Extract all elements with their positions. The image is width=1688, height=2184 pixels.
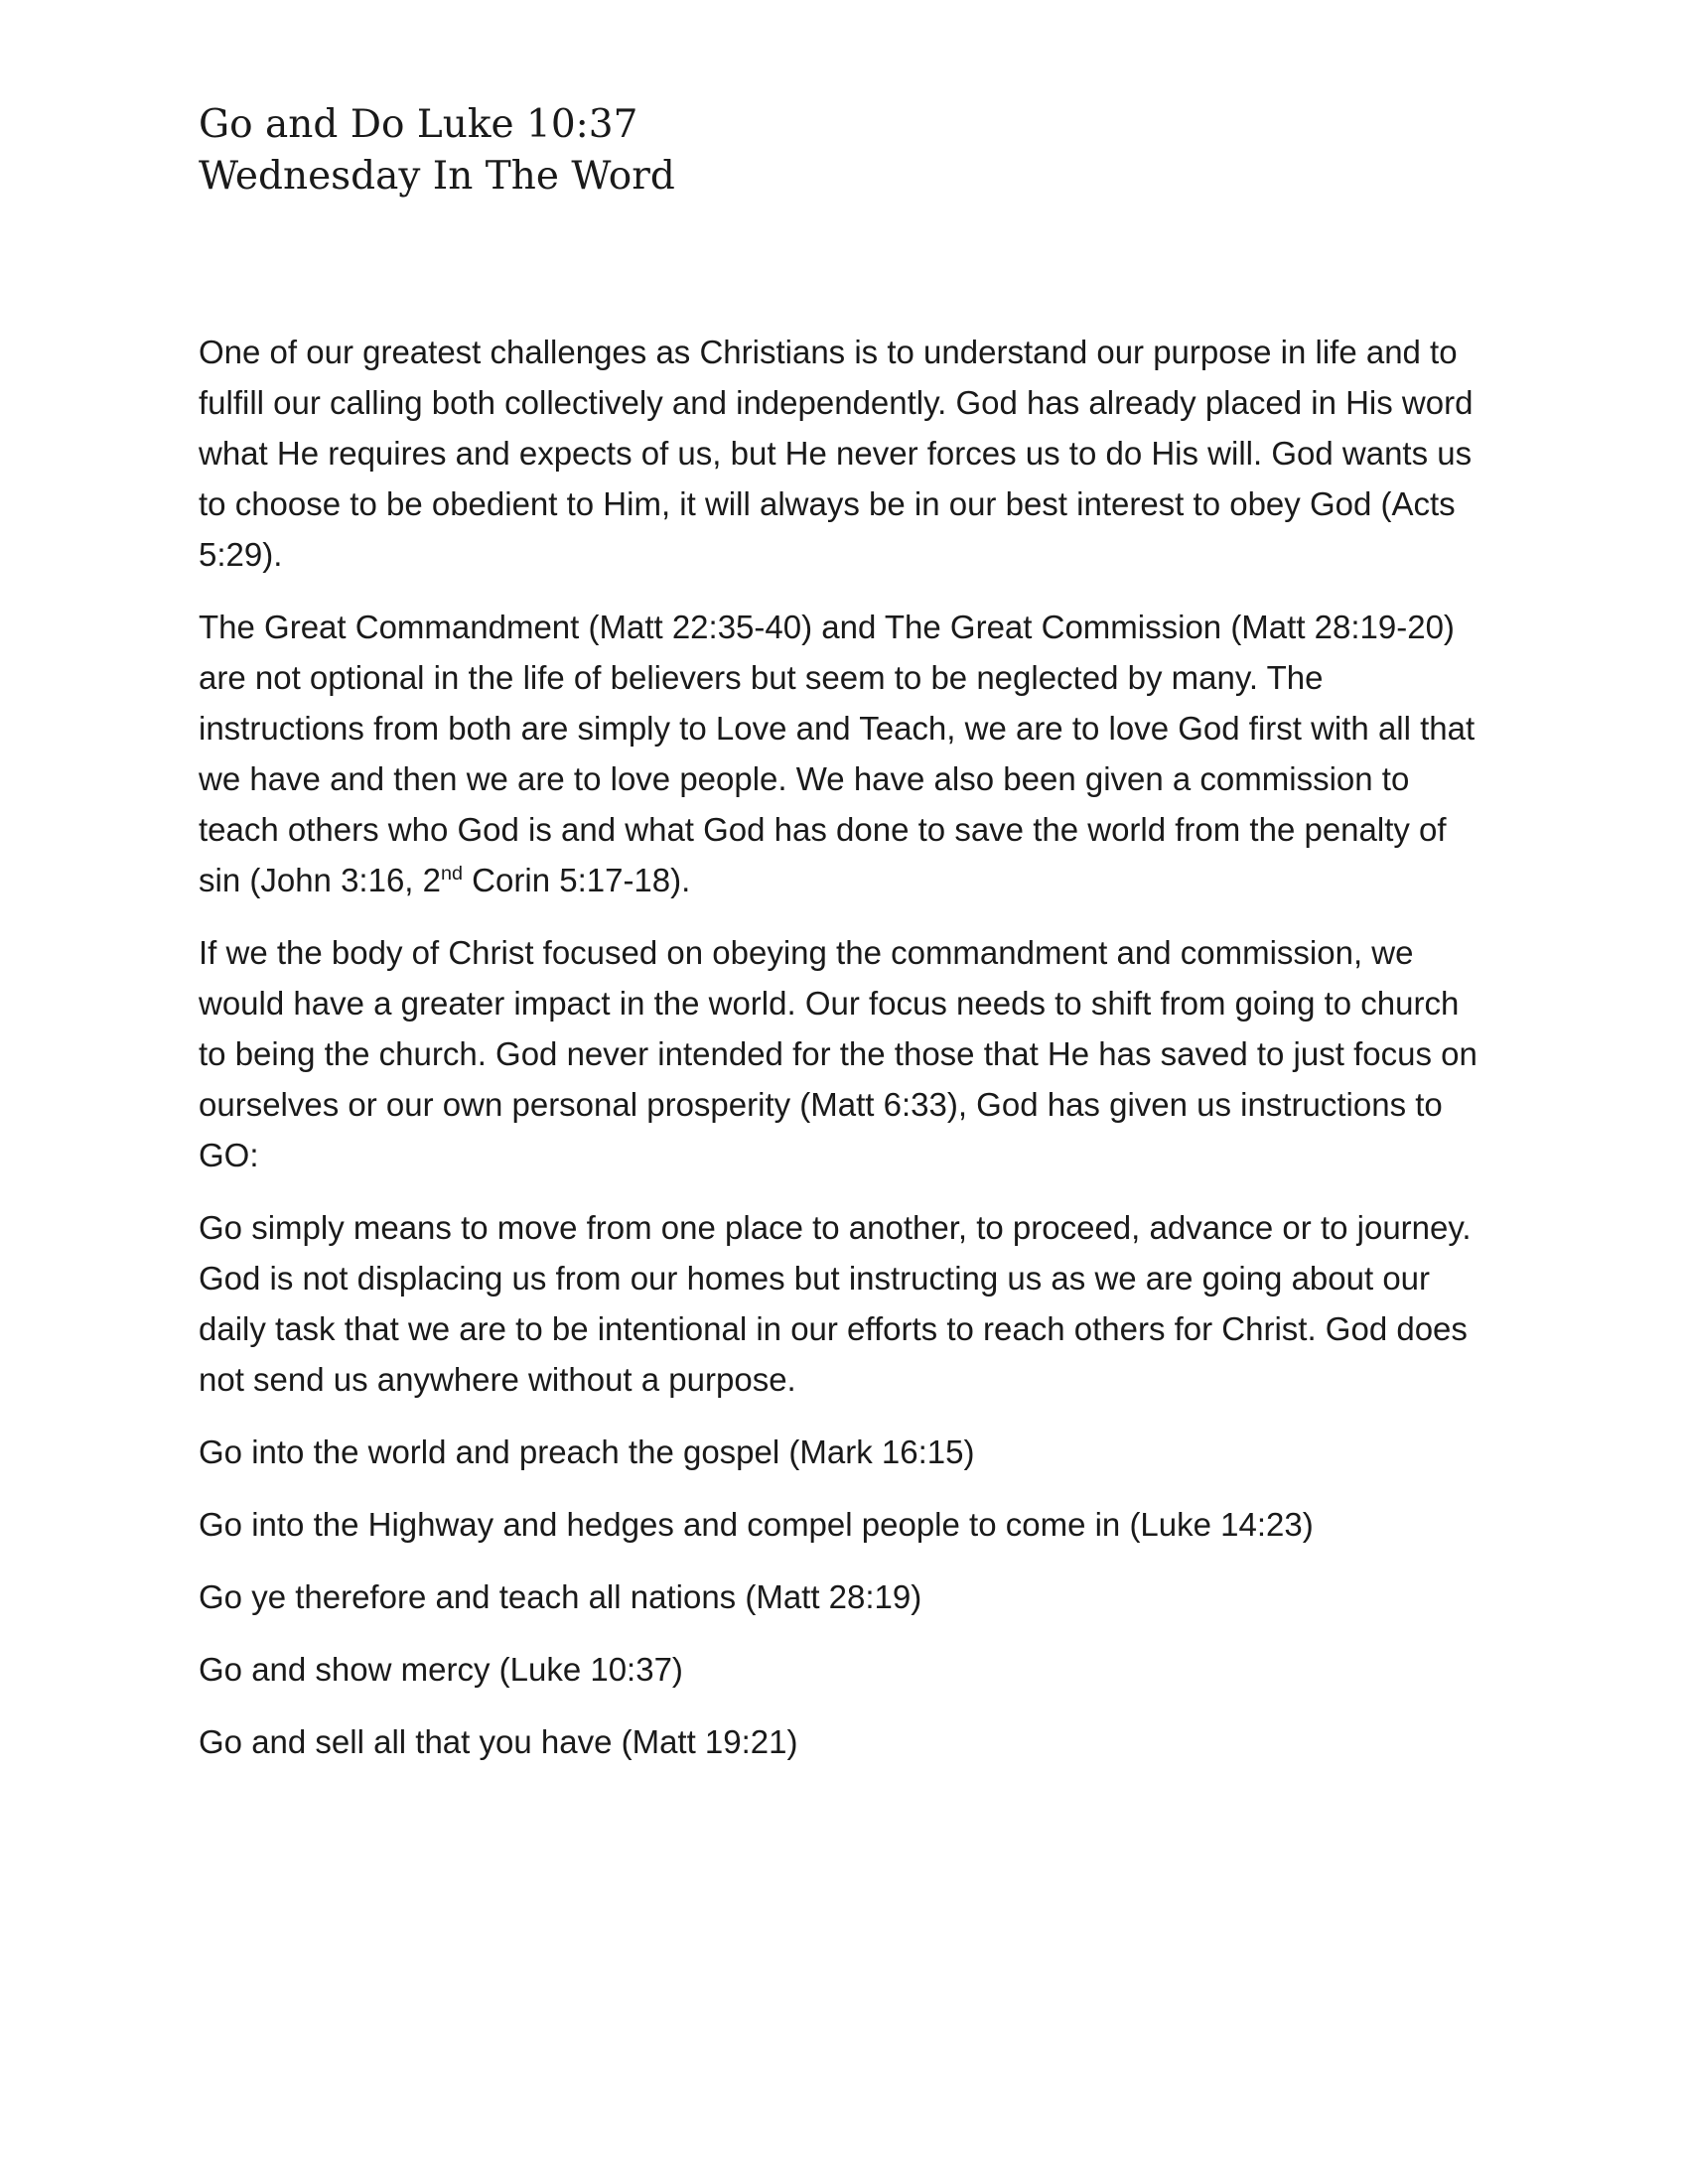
document-body [199, 327, 1494, 1789]
document-title: Go and Do Luke 10:37 [199, 102, 638, 147]
paragraph-body-of-christ: If we the body of Christ focused on obeying the commandment and commission, we would have a greater impact in the world. Our focus needs to shift from going to church to being the church. God never intended for the those that He has saved to just focus on ourselves or our own personal prosperity (Matt 6:33), God has given us instructions to GO: [199, 934, 1477, 1173]
go-list-item: Go and show mercy (Luke 10:37) [199, 1651, 683, 1688]
go-list-item: Go ye therefore and teach all nations (Matt 28:19) [199, 1578, 922, 1615]
paragraph-go-meaning: Go simply means to move from one place to another, to proceed, advance or to journey. God is not displacing us from our homes but instructing us as we are going about our daily task that we are to be intentional in our efforts to reach others for Christ. God does not send us anywhere without a purpose. [199, 1209, 1472, 1398]
document-subtitle: Wednesday In The Word [199, 154, 675, 199]
paragraph-commandment-text: The Great Commandment (Matt 22:35-40) and The Great Commission (Matt 28:19-20) are not optional in the life of believers but seem to be neglected by many. The instructions from both are simply to Love and Teach, we are to love God first with all that we have and then we are to love people. We have also been given a commission to teach others who God is and what God has done to save the world from the penalty of sin (John 3:16, 2 [199, 609, 1476, 898]
ordinal-superscript: nd [441, 863, 464, 885]
go-list-item: Go and sell all that you have (Matt 19:21) [199, 1723, 798, 1760]
paragraph-commandment-commission [199, 602, 1494, 905]
document-header [199, 99, 1489, 203]
paragraph-purpose: One of our greatest challenges as Christians is to understand our purpose in life and to fulfill our calling both collectively and independently. God has already placed in His word what He requires and expects of us, but He never forces us to do His will. God wants us to choose to be obedient to Him, it will always be in our best interest to obey God (Acts 5:29). [199, 334, 1474, 573]
go-list-item: Go into the world and preach the gospel (Mark 16:15) [199, 1433, 975, 1470]
go-list-item: Go into the Highway and hedges and compel people to come in (Luke 14:23) [199, 1506, 1314, 1543]
paragraph-commandment-end: Corin 5:17-18). [463, 862, 691, 898]
